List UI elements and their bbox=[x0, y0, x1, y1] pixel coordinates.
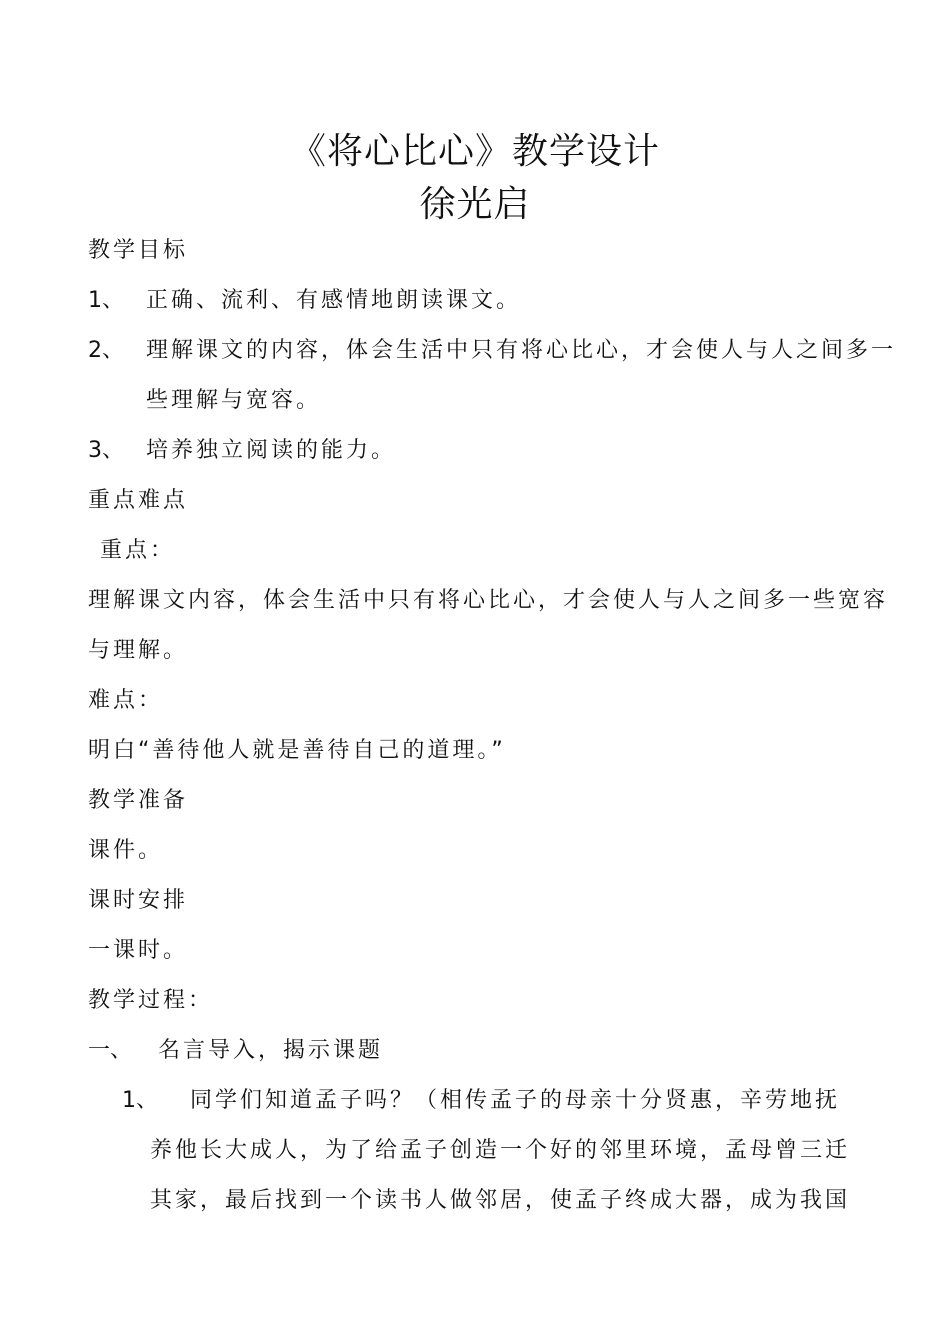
preparation-heading: 教学准备 bbox=[88, 788, 189, 813]
objective-text-2-line-1: 理解课文的内容，体会生活中只有将心比心，才会使人与人之间多一 bbox=[146, 338, 897, 363]
keypoints-heading: 重点难点 bbox=[88, 488, 189, 513]
difficulty-label: 难点： bbox=[88, 688, 164, 713]
objective-number-3: 3、 bbox=[88, 438, 124, 463]
process-heading: 教学过程： bbox=[88, 988, 214, 1013]
section-number: 一、 bbox=[88, 1038, 133, 1063]
difficulty-text: 明白“善待他人就是善待自己的道理。” bbox=[88, 738, 506, 763]
schedule-text: 一课时。 bbox=[88, 938, 189, 963]
focus-label: 重点： bbox=[100, 538, 176, 563]
preparation-text: 课件。 bbox=[88, 838, 164, 863]
document-author: 徐光启 bbox=[419, 184, 531, 225]
objective-text-3: 培养独立阅读的能力。 bbox=[146, 438, 397, 463]
focus-text-line-1: 理解课文内容，体会生活中只有将心比心，才会使人与人之间多一些宽容 bbox=[88, 588, 889, 613]
step-text-line-1: 同学们知道孟子吗？（相传孟子的母亲十分贤惠，辛劳地抚 bbox=[190, 1088, 841, 1113]
focus-text-line-2: 与理解。 bbox=[88, 638, 189, 663]
section-title: 名言导入，揭示课题 bbox=[158, 1038, 384, 1063]
step-number: 1、 bbox=[122, 1088, 158, 1113]
objective-text-2-line-2: 些理解与宽容。 bbox=[146, 388, 322, 413]
objective-number-2: 2、 bbox=[88, 338, 124, 363]
objectives-heading: 教学目标 bbox=[88, 238, 189, 263]
step-text-line-3: 其家，最后找到一个读书人做邻居，使孟子终成大器，成为我国 bbox=[150, 1188, 851, 1213]
step-text-line-2: 养他长大成人，为了给孟子创造一个好的邻里环境，孟母曾三迁 bbox=[150, 1138, 851, 1163]
document-title: 《将心比心》教学设计 bbox=[289, 131, 660, 172]
schedule-heading: 课时安排 bbox=[88, 888, 189, 913]
objective-text-1: 正确、流利、有感情地朗读课文。 bbox=[146, 288, 522, 313]
objective-number-1: 1、 bbox=[88, 288, 124, 313]
